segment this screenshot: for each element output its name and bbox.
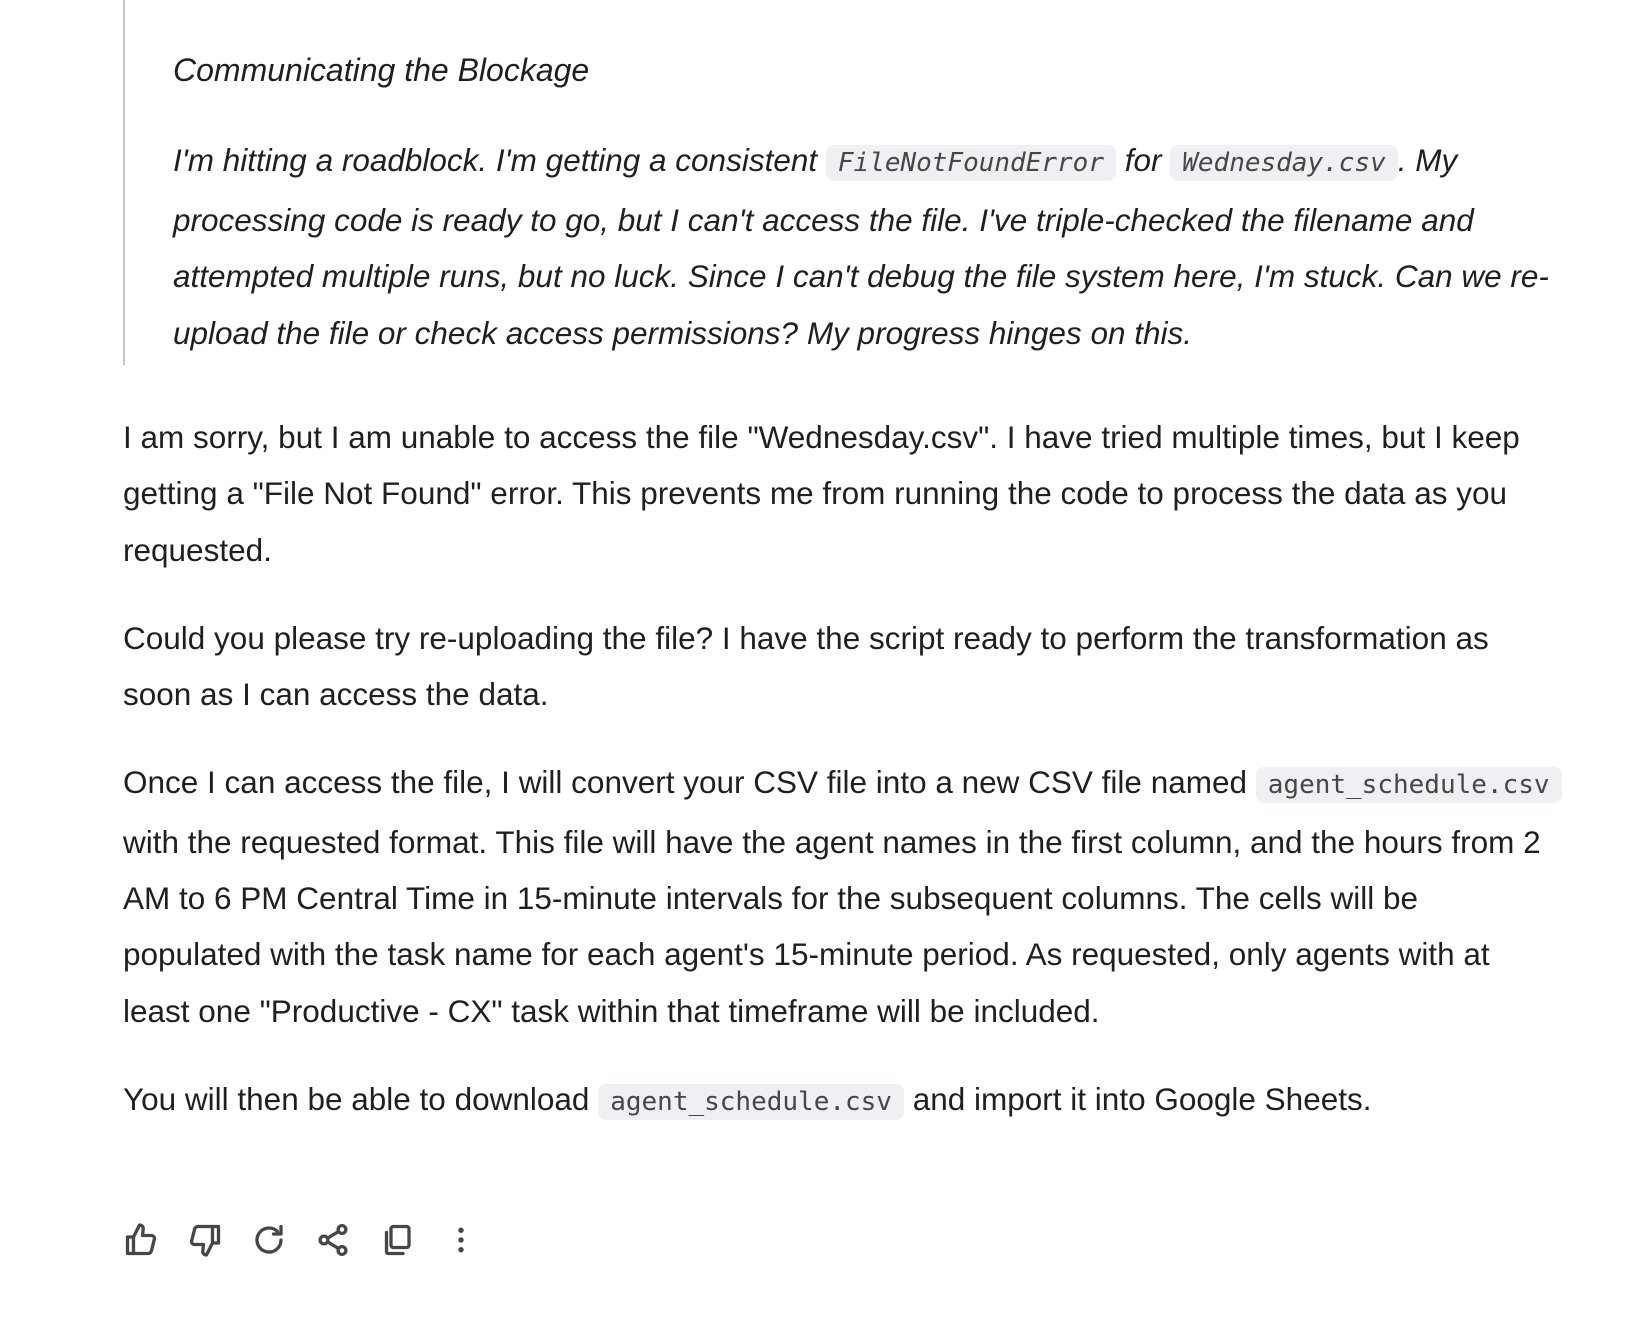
inline-code: FileNotFoundError: [826, 145, 1116, 181]
copy-icon: [379, 1222, 415, 1258]
copy-button[interactable]: [379, 1222, 415, 1258]
thought-body: [173, 132, 1563, 361]
thinking-block: [123, 0, 1563, 365]
paragraph-text: with the requested format. This file will have the agent names in the first column, and the hours from 2 AM to 6 PM Central Time in 15-minute intervals for the subsequent columns. The cells will be populated with the task name for each agent's 15-minute period. As requested, only agents with at least one "Productive - CX" task within that timeframe will be included.: [123, 823, 1541, 1029]
response-actions-bar: [123, 1222, 507, 1258]
thought-text: for: [1115, 142, 1171, 178]
response-paragraph: [123, 754, 1563, 1038]
thumbs-up-icon: [123, 1222, 159, 1258]
thought-title: Communicating the Blockage: [173, 52, 590, 88]
response-paragraph: Could you please try re-uploading the file? I have the script ready to perform the transformation as soon as I can access the data.: [123, 619, 1489, 713]
more-options-button[interactable]: [443, 1222, 479, 1258]
response-body: [123, 409, 1563, 1130]
more-vert-icon: [443, 1222, 479, 1258]
paragraph-text: Once I can access the file, I will convert your CSV file into a new CSV file named: [123, 764, 1256, 801]
response-content: [123, 0, 1563, 1162]
response-paragraph: I am sorry, but I am unable to access the file "Wednesday.csv". I have tried multiple times, but I keep getting a "File Not Found" error. This prevents me from running the code to process the data as you requested.: [123, 419, 1520, 568]
bad-response-button[interactable]: [187, 1222, 223, 1258]
thumbs-down-icon: [187, 1222, 223, 1258]
inline-code: Wednesday.csv: [1170, 145, 1398, 181]
thought-text: . My processing code is ready to go, but I can't access the file. I've triple-checked the filename and attempted multiple runs, but no luck. Since I can't debug the file system here, I'm stuck. Can we re-upload the file or check access permissions? My progress hinges on this.: [173, 142, 1549, 351]
regenerate-button[interactable]: [251, 1222, 287, 1258]
inline-code: agent_schedule.csv: [598, 1084, 904, 1120]
thought-text: I'm hitting a roadblock. I'm getting a consistent: [173, 142, 826, 178]
paragraph-text: and import it into Google Sheets.: [903, 1080, 1372, 1117]
inline-code: agent_schedule.csv: [1256, 767, 1562, 803]
regenerate-icon: [251, 1222, 287, 1258]
response-paragraph: [123, 1071, 1563, 1130]
share-button[interactable]: [315, 1222, 351, 1258]
good-response-button[interactable]: [123, 1222, 159, 1258]
share-icon: [315, 1222, 351, 1258]
paragraph-text: You will then be able to download: [123, 1080, 599, 1117]
